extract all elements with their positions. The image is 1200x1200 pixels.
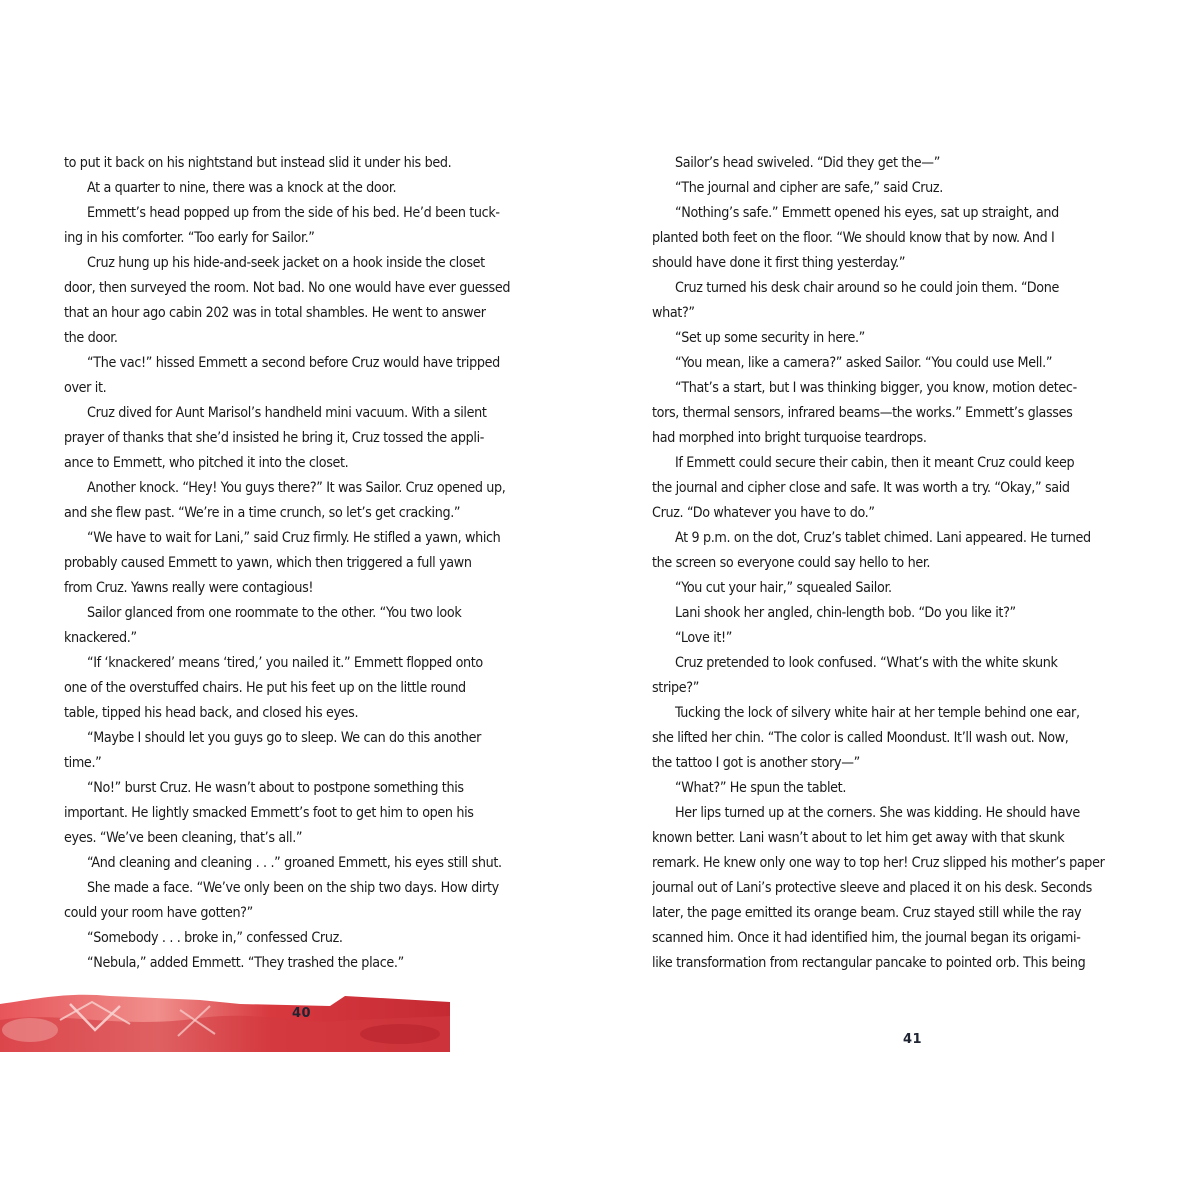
text-line: At a quarter to nine, there was a knock at the door. xyxy=(87,180,397,196)
right-page xyxy=(652,151,1148,976)
text-line: prayer of thanks that she’d insisted he bring it, Cruz tossed the appli- xyxy=(64,430,485,446)
text-line: from Cruz. Yawns really were contagious! xyxy=(64,580,314,596)
text-line: Cruz dived for Aunt Marisol’s handheld mini vacuum. With a silent xyxy=(87,405,487,421)
text-line: had morphed into bright turquoise teardrops. xyxy=(652,430,927,446)
text-line: later, the page emitted its orange beam. Cruz stayed still while the ray xyxy=(652,905,1082,921)
text-line: “The journal and cipher are safe,” said Cruz. xyxy=(675,180,943,196)
text-line: If Emmett could secure their cabin, then it meant Cruz could keep xyxy=(675,455,1075,471)
text-line: Cruz hung up his hide-and-seek jacket on a hook inside the closet xyxy=(87,255,485,271)
text-line: stripe?” xyxy=(652,680,699,696)
text-line: important. He lightly smacked Emmett’s foot to get him to open his xyxy=(64,805,474,821)
text-line: what?” xyxy=(652,305,695,321)
text-line: Cruz turned his desk chair around so he could join them. “Done xyxy=(675,280,1059,296)
text-line: table, tipped his head back, and closed his eyes. xyxy=(64,705,359,721)
left-page xyxy=(64,151,560,976)
text-line: door, then surveyed the room. Not bad. No one would have ever guessed xyxy=(64,280,511,296)
text-line: like transformation from rectangular pancake to pointed orb. This being xyxy=(652,955,1086,971)
text-line: probably caused Emmett to yawn, which then triggered a full yawn xyxy=(64,555,472,571)
watercolor-decoration xyxy=(0,990,450,1052)
text-line: journal out of Lani’s protective sleeve and placed it on his desk. Seconds xyxy=(652,880,1092,896)
text-line: “If ‘knackered’ means ‘tired,’ you nailed it.” Emmett flopped onto xyxy=(87,655,483,671)
text-line: knackered.” xyxy=(64,630,137,646)
text-line: “We have to wait for Lani,” said Cruz firmly. He stifled a yawn, which xyxy=(87,530,501,546)
text-line: remark. He knew only one way to top her! Cruz slipped his mother’s paper xyxy=(652,855,1105,871)
text-line: she lifted her chin. “The color is called Moondust. It’ll wash out. Now, xyxy=(652,730,1069,746)
text-line: one of the overstuffed chairs. He put his feet up on the little round xyxy=(64,680,466,696)
text-line: “What?” He spun the tablet. xyxy=(675,780,847,796)
text-line: “That’s a start, but I was thinking bigger, you know, motion detec- xyxy=(675,380,1077,396)
text-line: tors, thermal sensors, infrared beams—the works.” Emmett’s glasses xyxy=(652,405,1073,421)
text-line: eyes. “We’ve been cleaning, that’s all.” xyxy=(64,830,303,846)
text-line: “Love it!” xyxy=(675,630,733,646)
text-line: the journal and cipher close and safe. It was worth a try. “Okay,” said xyxy=(652,480,1070,496)
text-line: the screen so everyone could say hello to her. xyxy=(652,555,931,571)
text-line: Cruz. “Do whatever you have to do.” xyxy=(652,505,875,521)
text-line: over it. xyxy=(64,380,107,396)
text-line: Cruz pretended to look confused. “What’s with the white skunk xyxy=(675,655,1058,671)
text-line: “Set up some security in here.” xyxy=(675,330,865,346)
text-line: Emmett’s head popped up from the side of his bed. He’d been tuck- xyxy=(87,205,500,221)
text-line: “You cut your hair,” squealed Sailor. xyxy=(675,580,892,596)
text-line: time.” xyxy=(64,755,102,771)
text-line: scanned him. Once it had identified him, the journal began its origami- xyxy=(652,930,1081,946)
text-line: should have done it first thing yesterday.” xyxy=(652,255,906,271)
text-line: Sailor’s head swiveled. “Did they get the—” xyxy=(675,155,940,171)
text-line: “The vac!” hissed Emmett a second before Cruz would have tripped xyxy=(87,355,500,371)
text-line: “Nothing’s safe.” Emmett opened his eyes, sat up straight, and xyxy=(675,205,1059,221)
text-line: the door. xyxy=(64,330,118,346)
text-line: that an hour ago cabin 202 was in total shambles. He went to answer xyxy=(64,305,486,321)
text-line: Lani shook her angled, chin-length bob. “Do you like it?” xyxy=(675,605,1016,621)
text-line: could your room have gotten?” xyxy=(64,905,253,921)
text-line: “Nebula,” added Emmett. “They trashed the place.” xyxy=(87,955,404,971)
text-line: and she flew past. “We’re in a time crunch, so let’s get cracking.” xyxy=(64,505,461,521)
text-line: Sailor glanced from one roommate to the other. “You two look xyxy=(87,605,462,621)
text-line: “You mean, like a camera?” asked Sailor. “You could use Mell.” xyxy=(675,355,1053,371)
text-line: known better. Lani wasn’t about to let him get away with that skunk xyxy=(652,830,1065,846)
text-line: to put it back on his nightstand but instead slid it under his bed. xyxy=(64,155,452,171)
text-line: the tattoo I got is another story—” xyxy=(652,755,860,771)
text-line: planted both feet on the floor. “We should know that by now. And I xyxy=(652,230,1055,246)
page-number-right: 41 xyxy=(903,1032,923,1047)
text-line: ance to Emmett, who pitched it into the closet. xyxy=(64,455,349,471)
text-line: ing in his comforter. “Too early for Sailor.” xyxy=(64,230,315,246)
text-line: “And cleaning and cleaning . . .” groaned Emmett, his eyes still shut. xyxy=(87,855,502,871)
text-line: Her lips turned up at the corners. She was kidding. He should have xyxy=(675,805,1080,821)
text-line: “No!” burst Cruz. He wasn’t about to postpone something this xyxy=(87,780,464,796)
text-line: Another knock. “Hey! You guys there?” It was Sailor. Cruz opened up, xyxy=(87,480,506,496)
text-line: Tucking the lock of silvery white hair at her temple behind one ear, xyxy=(675,705,1080,721)
text-line: “Maybe I should let you guys go to sleep. We can do this another xyxy=(87,730,482,746)
text-line: “Somebody . . . broke in,” confessed Cruz. xyxy=(87,930,343,946)
text-line: She made a face. “We’ve only been on the ship two days. How dirty xyxy=(87,880,499,896)
text-line: At 9 p.m. on the dot, Cruz’s tablet chimed. Lani appeared. He turned xyxy=(675,530,1091,546)
page-number-left: 40 xyxy=(292,1006,312,1021)
